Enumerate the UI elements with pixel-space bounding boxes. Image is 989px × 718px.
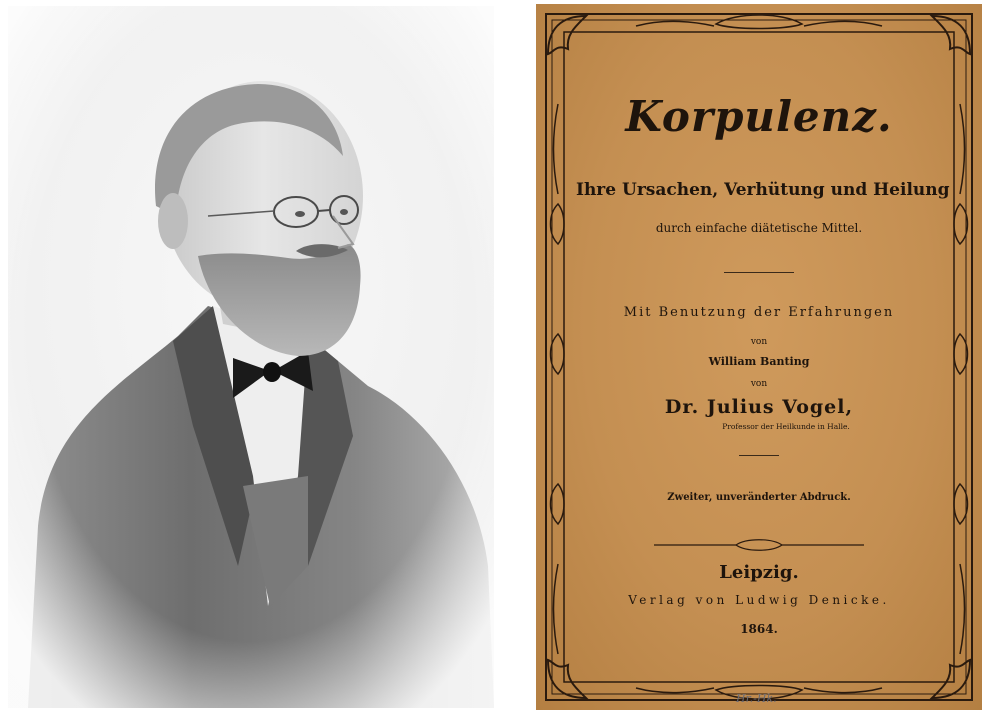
divider-rule [739, 455, 779, 456]
portrait-illustration [8, 6, 494, 708]
handwritten-note: Hr.-Hk. [736, 692, 777, 705]
publisher-line: Verlag von Ludwig Denicke. [628, 593, 890, 607]
book-subtitle: Ihre Ursachen, Verhütung und Heilung [576, 180, 950, 200]
portrait-photo [8, 6, 494, 708]
with-experience-line: Mit Benutzung der Erfahrungen [623, 305, 895, 320]
divider-rule [724, 272, 794, 273]
edition-line: Zweiter, unveränderter Abdruck. [667, 492, 851, 503]
title-page [536, 4, 982, 710]
author-name: Dr. Julius Vogel, [664, 396, 854, 418]
von-line-2: von [750, 379, 768, 389]
banting-name: William Banting [708, 355, 810, 368]
publication-city: Leipzig. [719, 562, 799, 583]
publication-year: 1864. [740, 622, 778, 636]
author-title: Professor der Heilkunde in Halle. [722, 422, 850, 431]
book-title: Korpulenz. [625, 92, 893, 141]
book-subtitle-2: durch einfache diätetische Mittel. [655, 221, 863, 235]
von-line-1: von [750, 337, 768, 347]
